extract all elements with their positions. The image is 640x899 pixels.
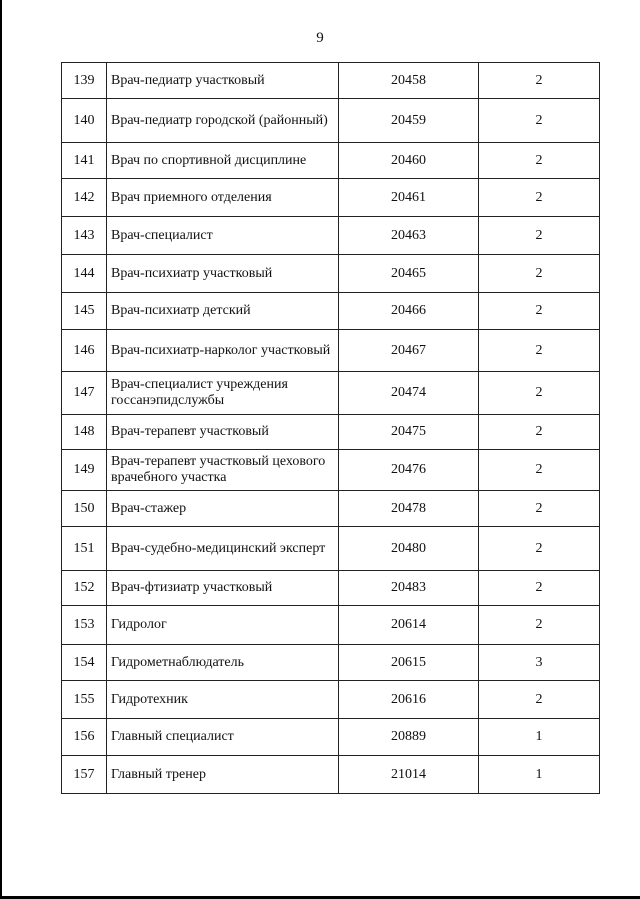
profession-code: 21014 (339, 756, 479, 794)
profession-name: Врач по спортивной дисциплине (107, 143, 339, 179)
row-number: 151 (62, 527, 107, 571)
category-value: 2 (479, 571, 600, 606)
category-value: 2 (479, 99, 600, 143)
profession-table (61, 62, 600, 794)
profession-code: 20480 (339, 527, 479, 571)
table-row (62, 450, 600, 491)
table-row (62, 606, 600, 645)
profession-code: 20474 (339, 372, 479, 415)
row-number: 146 (62, 330, 107, 372)
row-number: 145 (62, 293, 107, 330)
table-row (62, 415, 600, 450)
profession-code: 20889 (339, 719, 479, 756)
table-row (62, 645, 600, 681)
profession-code: 20478 (339, 491, 479, 527)
table-row (62, 571, 600, 606)
profession-name: Врач-терапевт участковый цехового врачебного участка (107, 450, 339, 491)
row-number: 157 (62, 756, 107, 794)
category-value: 2 (479, 217, 600, 255)
category-value: 2 (479, 606, 600, 645)
row-number: 140 (62, 99, 107, 143)
table-row (62, 681, 600, 719)
profession-code: 20465 (339, 255, 479, 293)
table-row (62, 719, 600, 756)
row-number: 141 (62, 143, 107, 179)
table-row (62, 63, 600, 99)
profession-name: Врач-психиатр детский (107, 293, 339, 330)
category-value: 2 (479, 527, 600, 571)
profession-code: 20614 (339, 606, 479, 645)
profession-code: 20476 (339, 450, 479, 491)
category-value: 2 (479, 415, 600, 450)
row-number: 143 (62, 217, 107, 255)
profession-name: Врач-специалист (107, 217, 339, 255)
row-number: 150 (62, 491, 107, 527)
category-value: 3 (479, 645, 600, 681)
table-row (62, 372, 600, 415)
profession-name: Врач-педиатр городской (районный) (107, 99, 339, 143)
profession-code: 20615 (339, 645, 479, 681)
profession-name: Врач-психиатр участковый (107, 255, 339, 293)
row-number: 152 (62, 571, 107, 606)
category-value: 1 (479, 719, 600, 756)
profession-name: Гидротехник (107, 681, 339, 719)
profession-code: 20460 (339, 143, 479, 179)
category-value: 2 (479, 179, 600, 217)
category-value: 2 (479, 330, 600, 372)
profession-code: 20458 (339, 63, 479, 99)
row-number: 147 (62, 372, 107, 415)
table-row (62, 179, 600, 217)
row-number: 148 (62, 415, 107, 450)
category-value: 2 (479, 143, 600, 179)
profession-name: Врач-судебно-медицинский эксперт (107, 527, 339, 571)
profession-code: 20466 (339, 293, 479, 330)
row-number: 154 (62, 645, 107, 681)
category-value: 2 (479, 372, 600, 415)
category-value: 2 (479, 63, 600, 99)
scan-edge-left (0, 0, 2, 899)
table-row (62, 330, 600, 372)
profession-name: Врач-специалист учреждения госсанэпидслужбы (107, 372, 339, 415)
row-number: 139 (62, 63, 107, 99)
profession-name: Главный тренер (107, 756, 339, 794)
profession-code: 20616 (339, 681, 479, 719)
category-value: 2 (479, 491, 600, 527)
profession-name: Врач приемного отделения (107, 179, 339, 217)
category-value: 1 (479, 756, 600, 794)
row-number: 149 (62, 450, 107, 491)
category-value: 2 (479, 293, 600, 330)
page-number: 9 (316, 30, 324, 46)
table-row (62, 255, 600, 293)
row-number: 156 (62, 719, 107, 756)
profession-code: 20459 (339, 99, 479, 143)
row-number: 142 (62, 179, 107, 217)
profession-name: Врач-терапевт участковый (107, 415, 339, 450)
profession-code: 20463 (339, 217, 479, 255)
row-number: 155 (62, 681, 107, 719)
profession-name: Врач-стажер (107, 491, 339, 527)
row-number: 153 (62, 606, 107, 645)
table-row (62, 143, 600, 179)
profession-code: 20483 (339, 571, 479, 606)
profession-name: Главный специалист (107, 719, 339, 756)
table-row (62, 293, 600, 330)
profession-code: 20461 (339, 179, 479, 217)
profession-name: Врач-фтизиатр участковый (107, 571, 339, 606)
table-body (62, 63, 600, 794)
profession-name: Гидролог (107, 606, 339, 645)
category-value: 2 (479, 681, 600, 719)
profession-code: 20475 (339, 415, 479, 450)
table-row (62, 756, 600, 794)
profession-code: 20467 (339, 330, 479, 372)
category-value: 2 (479, 255, 600, 293)
row-number: 144 (62, 255, 107, 293)
table-row (62, 99, 600, 143)
profession-name: Врач-психиатр-нарколог участковый (107, 330, 339, 372)
table-row (62, 527, 600, 571)
category-value: 2 (479, 450, 600, 491)
profession-name: Гидрометнаблюдатель (107, 645, 339, 681)
table-row (62, 491, 600, 527)
profession-name: Врач-педиатр участковый (107, 63, 339, 99)
table-row (62, 217, 600, 255)
